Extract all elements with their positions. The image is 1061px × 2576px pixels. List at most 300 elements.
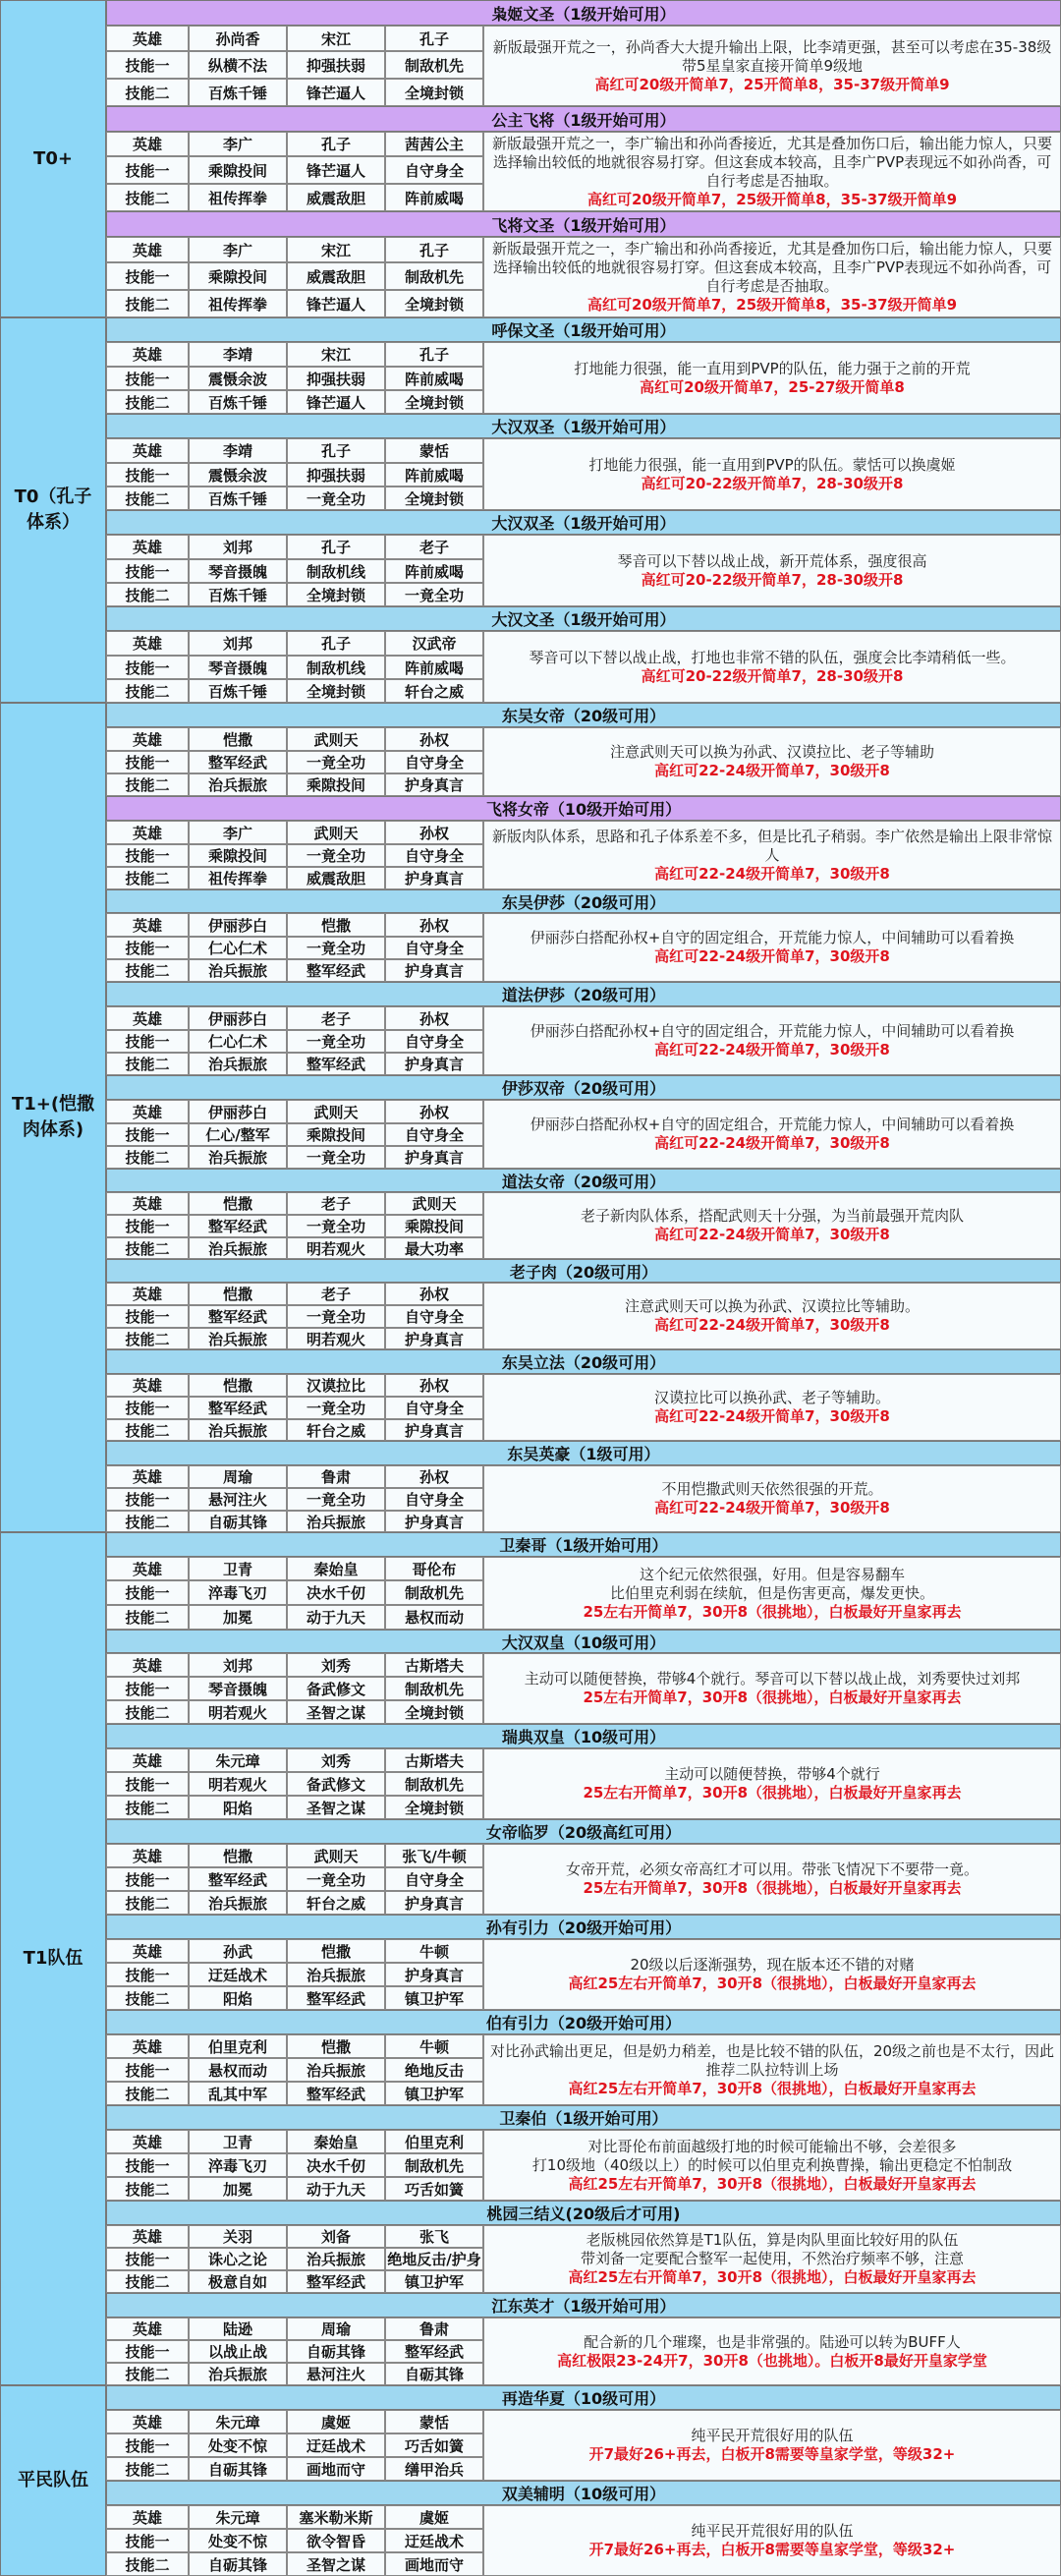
skill-name: 缮甲治兵 xyxy=(385,2457,483,2481)
level-requirement: 高红可22-24级开简单7，30级开8 xyxy=(654,762,890,779)
skill-name: 悬权而动 xyxy=(385,1605,483,1630)
skill-name: 自守身全 xyxy=(385,1030,483,1053)
hero-name: 孙权 xyxy=(385,1374,483,1397)
hero-name: 孙权 xyxy=(385,1100,483,1123)
skill-name: 镇卫护军 xyxy=(385,2082,483,2105)
row-label: 英雄 xyxy=(106,2410,189,2433)
description-line: 新版最强开荒之一，李广输出和孙尚香接近，尤其是叠加伤口后，输出能力惊人，只要选择输出较低的地就很容易打穿。但这套成本较高，且李广PVP表现远不如孙尚香，可自行考虑是否抽取。 xyxy=(491,240,1052,295)
hero-name: 孔子 xyxy=(287,535,385,559)
description-line: 不用恺撒武则天依然很强的开荒。 xyxy=(661,1480,883,1498)
skill-name: 绝地反击 xyxy=(385,2058,483,2082)
row-label: 英雄 xyxy=(106,2318,189,2340)
hero-name: 朱元璋 xyxy=(189,2505,287,2529)
skill-name: 阵前威喝 xyxy=(385,559,483,583)
description-line: 伊丽莎白搭配孙权+自守的固定组合，开荒能力惊人，中间辅助可以看着换 xyxy=(530,1116,1015,1133)
level-requirement: 25左右开简单7，30开8（很挑地），白板最好开皇家再去 xyxy=(583,1784,962,1802)
row-label: 英雄 xyxy=(106,1283,189,1305)
skill-name: 决水千仞 xyxy=(287,1580,385,1605)
level-requirement: 高红可20-22级开简单7，28-30级开8 xyxy=(641,570,904,589)
row-label: 技能一 xyxy=(106,1123,189,1146)
skill-name: 动于九天 xyxy=(287,1605,385,1630)
skill-name: 迂廷战术 xyxy=(385,2529,483,2552)
skill-name: 护身真言 xyxy=(385,1146,483,1169)
team-description xyxy=(483,913,1061,982)
team-description xyxy=(483,132,1061,211)
row-label: 技能一 xyxy=(106,2058,189,2082)
skill-name: 护身真言 xyxy=(385,959,483,982)
hero-name: 老子 xyxy=(287,1192,385,1215)
row-label: 技能二 xyxy=(106,1986,189,2010)
skill-name: 自守身全 xyxy=(385,937,483,959)
level-requirement: 高红可20-22级开简单7，28-30级开8 xyxy=(641,666,904,685)
skill-name: 护身真言 xyxy=(385,1963,483,1986)
skill-name: 自守身全 xyxy=(385,1867,483,1891)
team-description xyxy=(483,342,1061,414)
skill-name: 琴音摄魄 xyxy=(189,656,287,679)
hero-name: 伊丽莎白 xyxy=(189,1006,287,1030)
team-title: 桃园三结义(20级后才可用) xyxy=(106,2201,1061,2225)
row-label: 技能二 xyxy=(106,79,189,106)
hero-name: 刘秀 xyxy=(287,1748,385,1772)
row-label: 英雄 xyxy=(106,1748,189,1772)
row-label: 英雄 xyxy=(106,1653,189,1677)
level-requirement: 高红25左右开简单7，30开8（很挑地），白板最好开皇家再去 xyxy=(568,2174,977,2193)
row-label: 技能一 xyxy=(106,1677,189,1700)
description-line: 伊丽莎白搭配孙权+自守的固定组合，开荒能力惊人，中间辅助可以看着换 xyxy=(530,1022,1015,1040)
skill-name: 自砺其锋 xyxy=(189,1511,287,1532)
level-requirement: 高红可20级开简单7，25开简单8，35-37级开简单9 xyxy=(594,75,950,93)
skill-name: 一竟全功 xyxy=(287,1488,385,1511)
skill-name: 制敌机先 xyxy=(385,51,483,79)
level-requirement: 高红可22-24级开简单7，30级开8 xyxy=(654,1499,890,1517)
team-title: 东吴女帝（20级可用） xyxy=(106,703,1061,727)
skill-name: 迂廷战术 xyxy=(189,1963,287,1986)
hero-name: 牛顿 xyxy=(385,2034,483,2058)
level-requirement: 高红可22-24级开简单7，30级开8 xyxy=(654,1407,890,1425)
row-label: 技能二 xyxy=(106,1605,189,1630)
skill-name: 自守身全 xyxy=(385,1397,483,1419)
skill-name: 抑强扶弱 xyxy=(287,463,385,487)
level-requirement: 高红可22-24级开简单7，30级开8 xyxy=(654,1041,890,1059)
team-title: 大汉文圣（1级开始可用） xyxy=(106,606,1061,631)
hero-name: 李广 xyxy=(189,821,287,844)
skill-name: 诛心之论 xyxy=(189,2248,287,2270)
description-line: 汉谟拉比可以换孙武、老子等辅助。 xyxy=(653,1389,890,1406)
team-description xyxy=(483,727,1061,796)
skill-name: 一竟全功 xyxy=(385,583,483,606)
skill-name: 淬毒飞刃 xyxy=(189,2153,287,2177)
skill-name: 整军经武 xyxy=(287,2270,385,2293)
skill-name: 祖传挥拳 xyxy=(189,290,287,317)
hero-name: 孔子 xyxy=(287,438,385,463)
hero-name: 孔子 xyxy=(385,342,483,367)
hero-name: 汉武帝 xyxy=(385,631,483,656)
row-label: 技能一 xyxy=(106,2248,189,2270)
skill-name: 整军经武 xyxy=(287,1053,385,1075)
hero-name: 卫青 xyxy=(189,1557,287,1580)
row-label: 技能一 xyxy=(106,751,189,773)
hero-name: 李广 xyxy=(189,237,287,262)
hero-name: 朱元璋 xyxy=(189,2410,287,2433)
skill-name: 乘隙投间 xyxy=(189,844,287,867)
skill-name: 震慑余波 xyxy=(189,463,287,487)
skill-name: 阳焰 xyxy=(189,1986,287,2010)
hero-name: 孙权 xyxy=(385,913,483,937)
hero-name: 伊丽莎白 xyxy=(189,1100,287,1123)
skill-name: 明若观火 xyxy=(189,1772,287,1796)
hero-name: 恺撒 xyxy=(287,1939,385,1963)
skill-name: 纵横不法 xyxy=(189,51,287,79)
row-label: 技能二 xyxy=(106,1146,189,1169)
hero-name: 虞姬 xyxy=(385,2505,483,2529)
skill-name: 明若观火 xyxy=(287,1237,385,1259)
team-title: 再造华夏（10级可用） xyxy=(106,2385,1061,2410)
row-label: 技能一 xyxy=(106,2529,189,2552)
team-title: 伯有引力（20级开始可用） xyxy=(106,2010,1061,2034)
hero-name: 周瑜 xyxy=(189,1465,287,1488)
row-label: 英雄 xyxy=(106,1100,189,1123)
skill-name: 乘隙投间 xyxy=(287,773,385,796)
row-label: 技能二 xyxy=(106,2552,189,2576)
skill-name: 锋芒逼人 xyxy=(287,290,385,317)
description-line: 琴音可以下替以战止战，新开荒体系，强度很高 xyxy=(617,551,927,570)
row-label: 技能二 xyxy=(106,2363,189,2385)
skill-name: 轩台之威 xyxy=(287,1419,385,1441)
hero-name: 塞米勒米斯 xyxy=(287,2505,385,2529)
skill-name: 治兵振旅 xyxy=(189,959,287,982)
skill-name: 绝地反击/护身 xyxy=(385,2248,483,2270)
level-requirement: 高红可20级开简单7，25级开简单8，35-37级开简单9 xyxy=(586,190,958,208)
skill-name: 制敌机线 xyxy=(287,559,385,583)
hero-name: 关羽 xyxy=(189,2225,287,2248)
hero-name: 武则天 xyxy=(287,727,385,751)
row-label: 技能一 xyxy=(106,1772,189,1796)
row-label: 技能一 xyxy=(106,1397,189,1419)
team-title: 飞将文圣（1级开始可用） xyxy=(106,211,1061,237)
row-label: 技能二 xyxy=(106,487,189,510)
skill-name: 威震敌胆 xyxy=(287,262,385,290)
description-line: 20级以后逐渐强势，现在版本还不错的对赌 xyxy=(630,1956,915,1974)
row-label: 技能一 xyxy=(106,656,189,679)
hero-name: 孔子 xyxy=(287,631,385,656)
skill-name: 整军经武 xyxy=(189,1867,287,1891)
description-line: 配合新的几个璀璨，也是非常强的。陆逊可以转为BUFF人 xyxy=(584,2332,961,2351)
level-requirement: 25左右开简单7，30开8（很挑地），白板最好开皇家再去 xyxy=(583,1879,962,1897)
row-label: 英雄 xyxy=(106,631,189,656)
row-label: 技能一 xyxy=(106,1215,189,1237)
description-line: 主动可以随便替换，带够4个就行。琴音可以下替以战止战，刘秀要快过刘邦 xyxy=(524,1670,1021,1688)
level-requirement: 高红可20-22级开简单7，28-30级开8 xyxy=(641,474,904,492)
team-title: 东吴英豪（1级可用） xyxy=(106,1441,1061,1465)
row-label: 技能二 xyxy=(106,867,189,889)
row-label: 技能二 xyxy=(106,390,189,414)
team-title: 道法女帝（20级可用） xyxy=(106,1169,1061,1192)
description-line: 注意武则天可以换为孙武、汉谟拉比、老子等辅助 xyxy=(609,743,934,761)
team-title: 道法伊莎（20级可用） xyxy=(106,982,1061,1006)
hero-name: 武则天 xyxy=(287,821,385,844)
skill-name: 护身真言 xyxy=(385,1328,483,1349)
row-label: 技能二 xyxy=(106,1700,189,1724)
skill-name: 乘隙投间 xyxy=(287,1123,385,1146)
hero-name: 蒙恬 xyxy=(385,2410,483,2433)
hero-name: 刘备 xyxy=(287,2225,385,2248)
row-label: 技能二 xyxy=(106,1891,189,1915)
hero-name: 卫青 xyxy=(189,2130,287,2153)
skill-name: 乘隙投间 xyxy=(189,156,287,184)
row-label: 英雄 xyxy=(106,913,189,937)
skill-name: 制敌机先 xyxy=(385,1677,483,1700)
row-label: 技能一 xyxy=(106,156,189,184)
skill-name: 自守身全 xyxy=(385,1305,483,1328)
skill-name: 备武修文 xyxy=(287,1772,385,1796)
row-label: 英雄 xyxy=(106,26,189,51)
team-description xyxy=(483,2505,1061,2576)
row-label: 英雄 xyxy=(106,1844,189,1867)
hero-name: 老子 xyxy=(385,535,483,559)
skill-name: 制敌机先 xyxy=(385,262,483,290)
hero-name: 李靖 xyxy=(189,342,287,367)
description-line: 这个纪元依然很强，好用。但是容易翻车 xyxy=(639,1565,905,1583)
row-label: 技能二 xyxy=(106,2457,189,2481)
skill-name: 抑强扶弱 xyxy=(287,51,385,79)
hero-name: 恺撒 xyxy=(189,1374,287,1397)
team-description xyxy=(483,1844,1061,1915)
skill-name: 一竟全功 xyxy=(287,1030,385,1053)
skill-name: 护身真言 xyxy=(385,1891,483,1915)
hero-name: 恺撒 xyxy=(189,727,287,751)
hero-name: 孔子 xyxy=(385,26,483,51)
skill-name: 制敌机先 xyxy=(385,1772,483,1796)
team-description xyxy=(483,1374,1061,1441)
row-label: 技能二 xyxy=(106,1419,189,1441)
hero-name: 宋江 xyxy=(287,237,385,262)
row-label: 技能二 xyxy=(106,2177,189,2201)
hero-name: 鲁肃 xyxy=(385,2318,483,2340)
description-line: 比伯里克利弱在续航，但是伤害更高，爆发更快。 xyxy=(609,1583,934,1602)
skill-name: 一竟全功 xyxy=(287,1397,385,1419)
skill-name: 画地而守 xyxy=(385,2552,483,2576)
skill-name: 阵前威喝 xyxy=(385,656,483,679)
row-label: 英雄 xyxy=(106,2130,189,2153)
level-requirement: 高红极限23-24开7，30开8（也挑地）。白板开8最好开皇家学堂 xyxy=(557,2351,987,2370)
skill-name: 全境封锁 xyxy=(287,583,385,606)
hero-name: 汉谟拉比 xyxy=(287,1374,385,1397)
row-label: 技能二 xyxy=(106,1796,189,1819)
team-title: 孙有引力（20级开始可用） xyxy=(106,1915,1061,1939)
skill-name: 百炼千锤 xyxy=(189,583,287,606)
team-title: 东吴立法（20级可用） xyxy=(106,1349,1061,1374)
team-title: 飞将女帝（10级开始可用） xyxy=(106,796,1061,821)
row-label: 英雄 xyxy=(106,342,189,367)
skill-name: 抑强扶弱 xyxy=(287,367,385,390)
row-label: 英雄 xyxy=(106,1557,189,1580)
row-label: 技能二 xyxy=(106,959,189,982)
row-label: 英雄 xyxy=(106,727,189,751)
skill-name: 加冕 xyxy=(189,1605,287,1630)
skill-name: 制敌机先 xyxy=(385,2153,483,2177)
hero-name: 牛顿 xyxy=(385,1939,483,1963)
hero-name: 孙权 xyxy=(385,821,483,844)
team-description xyxy=(483,1653,1061,1724)
row-label: 英雄 xyxy=(106,2225,189,2248)
skill-name: 一竟全功 xyxy=(287,751,385,773)
skill-name: 自守身全 xyxy=(385,1488,483,1511)
skill-name: 阵前威喝 xyxy=(385,184,483,211)
skill-name: 镇卫护军 xyxy=(385,2270,483,2293)
row-label: 技能一 xyxy=(106,1030,189,1053)
level-requirement: 25左右开简单7，30开8（很挑地），白板最好开皇家再去 xyxy=(583,1689,962,1706)
level-requirement: 高红可22-24级开简单7，30级开8 xyxy=(654,1316,890,1334)
hero-name: 恺撒 xyxy=(189,1283,287,1305)
team-title: 呼保文圣（1级开始可用） xyxy=(106,317,1061,342)
skill-name: 百炼千锤 xyxy=(189,79,287,106)
tier-label: T0（孔子体系） xyxy=(0,317,106,703)
row-label: 技能一 xyxy=(106,51,189,79)
team-title: 大汉双圣（1级开始可用） xyxy=(106,510,1061,535)
hero-name: 陆逊 xyxy=(189,2318,287,2340)
description-line: 对比孙武输出更足，但是奶力稍差，也是比较不错的队伍，20级之前也是不太行，因此推荐二队拉特训上场 xyxy=(489,2041,1055,2079)
skill-name: 以战止战 xyxy=(189,2340,287,2363)
skill-name: 治兵振旅 xyxy=(287,1511,385,1532)
team-description xyxy=(483,535,1061,606)
skill-name: 阵前威喝 xyxy=(385,367,483,390)
level-requirement: 高红可22-24级开简单7，30级开8 xyxy=(654,947,890,965)
description-line: 纯平民开荒很好用的队伍 xyxy=(691,2522,854,2540)
skill-name: 动于九天 xyxy=(287,2177,385,2201)
row-label: 技能一 xyxy=(106,2340,189,2363)
team-description xyxy=(483,1465,1061,1532)
hero-name: 宋江 xyxy=(287,26,385,51)
skill-name: 乘隙投间 xyxy=(189,262,287,290)
row-label: 技能二 xyxy=(106,1237,189,1259)
team-title: 瑞典双皇（10级可用） xyxy=(106,1724,1061,1748)
skill-name: 悬河注火 xyxy=(189,1488,287,1511)
hero-name: 孙权 xyxy=(385,1006,483,1030)
hero-name: 秦始皇 xyxy=(287,1557,385,1580)
tier-label: T1队伍 xyxy=(0,1532,106,2385)
team-title: 大汉双圣（1级开始可用） xyxy=(106,414,1061,438)
hero-name: 秦始皇 xyxy=(287,2130,385,2153)
skill-name: 处变不惊 xyxy=(189,2529,287,2552)
skill-name: 治兵振旅 xyxy=(189,1419,287,1441)
skill-name: 乘隙投间 xyxy=(385,1215,483,1237)
level-requirement: 高红可22-24级开简单7，30级开8 xyxy=(654,1134,890,1152)
description-line: 对比哥伦布前面越级打地的时候可能输出不够，会差很多 xyxy=(587,2137,957,2155)
level-requirement: 高红可22-24级开简单7，30级开8 xyxy=(654,1226,890,1243)
skill-name: 锋芒逼人 xyxy=(287,156,385,184)
description-line: 纯平民开荒很好用的队伍 xyxy=(691,2427,854,2444)
skill-name: 震慑余波 xyxy=(189,367,287,390)
skill-name: 百炼千锤 xyxy=(189,679,287,703)
skill-name: 一竟全功 xyxy=(287,487,385,510)
team-description xyxy=(483,1192,1061,1259)
skill-name: 制敌机先 xyxy=(385,1580,483,1605)
row-label: 技能二 xyxy=(106,290,189,317)
level-requirement: 高红可20级开简单7，25-27级开简单8 xyxy=(640,377,905,396)
skill-name: 护身真言 xyxy=(385,1511,483,1532)
description-line: 伊丽莎白搭配孙权+自守的固定组合，开荒能力惊人，中间辅助可以看着换 xyxy=(530,929,1015,946)
skill-name: 悬权而动 xyxy=(189,2058,287,2082)
hero-name: 蒙恬 xyxy=(385,438,483,463)
hero-name: 孙尚香 xyxy=(189,26,287,51)
skill-name: 阳焰 xyxy=(189,1796,287,1819)
description-line: 注意武则天可以换为孙武、汉谟拉比等辅助。 xyxy=(624,1297,920,1315)
skill-name: 仁心仁术 xyxy=(189,1030,287,1053)
skill-name: 治兵振旅 xyxy=(189,773,287,796)
skill-name: 护身真言 xyxy=(385,773,483,796)
team-title: 枭姬文圣（1级开始可用） xyxy=(106,0,1061,26)
hero-name: 古斯塔夫 xyxy=(385,1748,483,1772)
hero-name: 李广 xyxy=(189,132,287,156)
skill-name: 最大功率 xyxy=(385,1237,483,1259)
row-label: 英雄 xyxy=(106,1939,189,1963)
skill-name: 镇卫护军 xyxy=(385,1986,483,2010)
hero-name: 张飞 xyxy=(385,2225,483,2248)
skill-name: 加冕 xyxy=(189,2177,287,2201)
hero-name: 刘秀 xyxy=(287,1653,385,1677)
skill-name: 仁心仁术 xyxy=(189,937,287,959)
skill-name: 圣智之谋 xyxy=(287,1796,385,1819)
row-label: 英雄 xyxy=(106,132,189,156)
skill-name: 护身真言 xyxy=(385,1419,483,1441)
team-description xyxy=(483,631,1061,703)
row-label: 技能一 xyxy=(106,367,189,390)
hero-name: 恺撒 xyxy=(287,2034,385,2058)
hero-name: 伯里克利 xyxy=(385,2130,483,2153)
skill-name: 整军经武 xyxy=(189,1305,287,1328)
team-description xyxy=(483,237,1061,317)
row-label: 技能二 xyxy=(106,773,189,796)
row-label: 技能一 xyxy=(106,1580,189,1605)
hero-name: 恺撒 xyxy=(189,1844,287,1867)
skill-name: 自砺其锋 xyxy=(189,2457,287,2481)
level-requirement: 开7最好26+再去，白板开8需要等皇家学堂，等级32+ xyxy=(588,2541,956,2558)
skill-name: 百炼千锤 xyxy=(189,487,287,510)
skill-name: 治兵振旅 xyxy=(189,1237,287,1259)
row-label: 英雄 xyxy=(106,237,189,262)
hero-name: 李靖 xyxy=(189,438,287,463)
skill-name: 自砺其锋 xyxy=(189,2552,287,2576)
row-label: 技能一 xyxy=(106,937,189,959)
skill-name: 整军经武 xyxy=(287,1986,385,2010)
skill-name: 锋芒逼人 xyxy=(287,79,385,106)
hero-name: 孙权 xyxy=(385,1283,483,1305)
level-requirement: 高红25左右开简单7，30开8（很挑地），白板最好开皇家再去 xyxy=(568,2079,977,2097)
skill-name: 画地而守 xyxy=(287,2457,385,2481)
skill-name: 治兵振旅 xyxy=(189,2363,287,2385)
skill-name: 治兵振旅 xyxy=(189,1053,287,1075)
skill-name: 整军经武 xyxy=(189,1397,287,1419)
team-description xyxy=(483,26,1061,106)
hero-name: 刘邦 xyxy=(189,535,287,559)
row-label: 技能二 xyxy=(106,2270,189,2293)
skill-name: 明若观火 xyxy=(287,1328,385,1349)
skill-name: 决水千仞 xyxy=(287,2153,385,2177)
level-requirement: 高红25左右开简单7，30开8（很挑地），白板最好开皇家再去 xyxy=(568,2268,977,2286)
row-label: 英雄 xyxy=(106,821,189,844)
skill-name: 巧舌如簧 xyxy=(385,2177,483,2201)
skill-name: 威震敌胆 xyxy=(287,184,385,211)
row-label: 英雄 xyxy=(106,1006,189,1030)
skill-name: 全境封锁 xyxy=(385,1796,483,1819)
hero-name: 张飞/牛顿 xyxy=(385,1844,483,1867)
skill-name: 琴音摄魄 xyxy=(189,559,287,583)
skill-name: 治兵振旅 xyxy=(189,1891,287,1915)
skill-name: 淬毒飞刃 xyxy=(189,1580,287,1605)
skill-name: 锋芒逼人 xyxy=(287,390,385,414)
skill-name: 自守身全 xyxy=(385,751,483,773)
team-description xyxy=(483,1100,1061,1169)
